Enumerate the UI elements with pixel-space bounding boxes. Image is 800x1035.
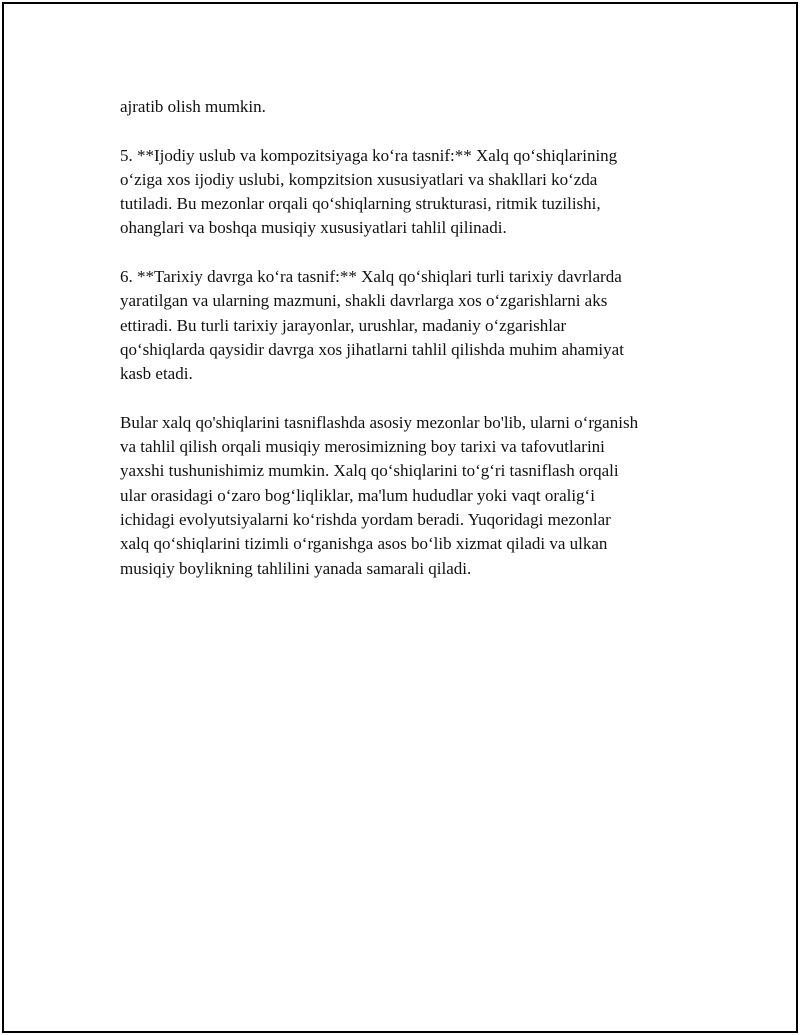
text-line: ichidagi evolyutsiyalarni ko‘rishda yordam beradi. Yuqoridagi mezonlar [120, 510, 611, 530]
document-body [120, 95, 710, 605]
text-line: ohanglari va boshqa musiqiy xususiyatlari tahlil qilinadi. [120, 218, 507, 238]
text-line: ular orasidagi o‘zaro bog‘liqliklar, ma'lum hududlar yoki vaqt oralig‘i [120, 485, 595, 505]
text-line: o‘ziga xos ijodiy uslubi, kompzitsion xususiyatlari va shakllari ko‘zda [120, 169, 598, 189]
text-line: yaratilgan va ularning mazmuni, shakli davrlarga xos o‘zgarishlarni aks [120, 291, 608, 311]
text-line: qo‘shiqlarda qaysidir davrga xos jihatlarni tahlil qilishda muhim ahamiyat [120, 339, 624, 359]
paragraph-item-5 [120, 144, 710, 241]
text-line: ajratib olish mumkin. [120, 97, 266, 116]
paragraph-conclusion [120, 411, 710, 581]
text-line: 6. **Tarixiy davrga ko‘ra tasnif:** Xalq qo‘shiqlari turli tarixiy davrlarda [120, 267, 622, 287]
text-line: ettiradi. Bu turli tarixiy jarayonlar, urushlar, madaniy o‘zgarishlar [120, 315, 567, 335]
text-line: xalq qo‘shiqlarini tizimli o‘rganishga asos bo‘lib xizmat qiladi va ulkan [120, 534, 608, 554]
text-line: musiqiy boylikning tahlilini yanada samarali qiladi. [120, 558, 472, 578]
text-line: tutiladi. Bu mezonlar orqali qo‘shiqlarning strukturasi, ritmik tuzilishi, [120, 194, 601, 214]
text-line: kasb etadi. [120, 364, 193, 384]
paragraph-item-6 [120, 265, 710, 386]
text-line: Bular xalq qo'shiqlarini tasniflashda asosiy mezonlar bo'lib, ularni o‘rganish [120, 412, 639, 432]
text-line: 5. **Ijodiy uslub va kompozitsiyaga ko‘ra tasnif:** Xalq qo‘shiqlarining [120, 145, 618, 165]
text-line: yaxshi tushunishimiz mumkin. Xalq qo‘shiqlarini to‘g‘ri tasniflash orqali [120, 461, 619, 481]
paragraph-continuation [120, 95, 710, 119]
document-page [2, 2, 798, 1033]
text-line: va tahlil qilish orqali musiqiy merosimizning boy tarixi va tafovutlarini [120, 437, 605, 457]
